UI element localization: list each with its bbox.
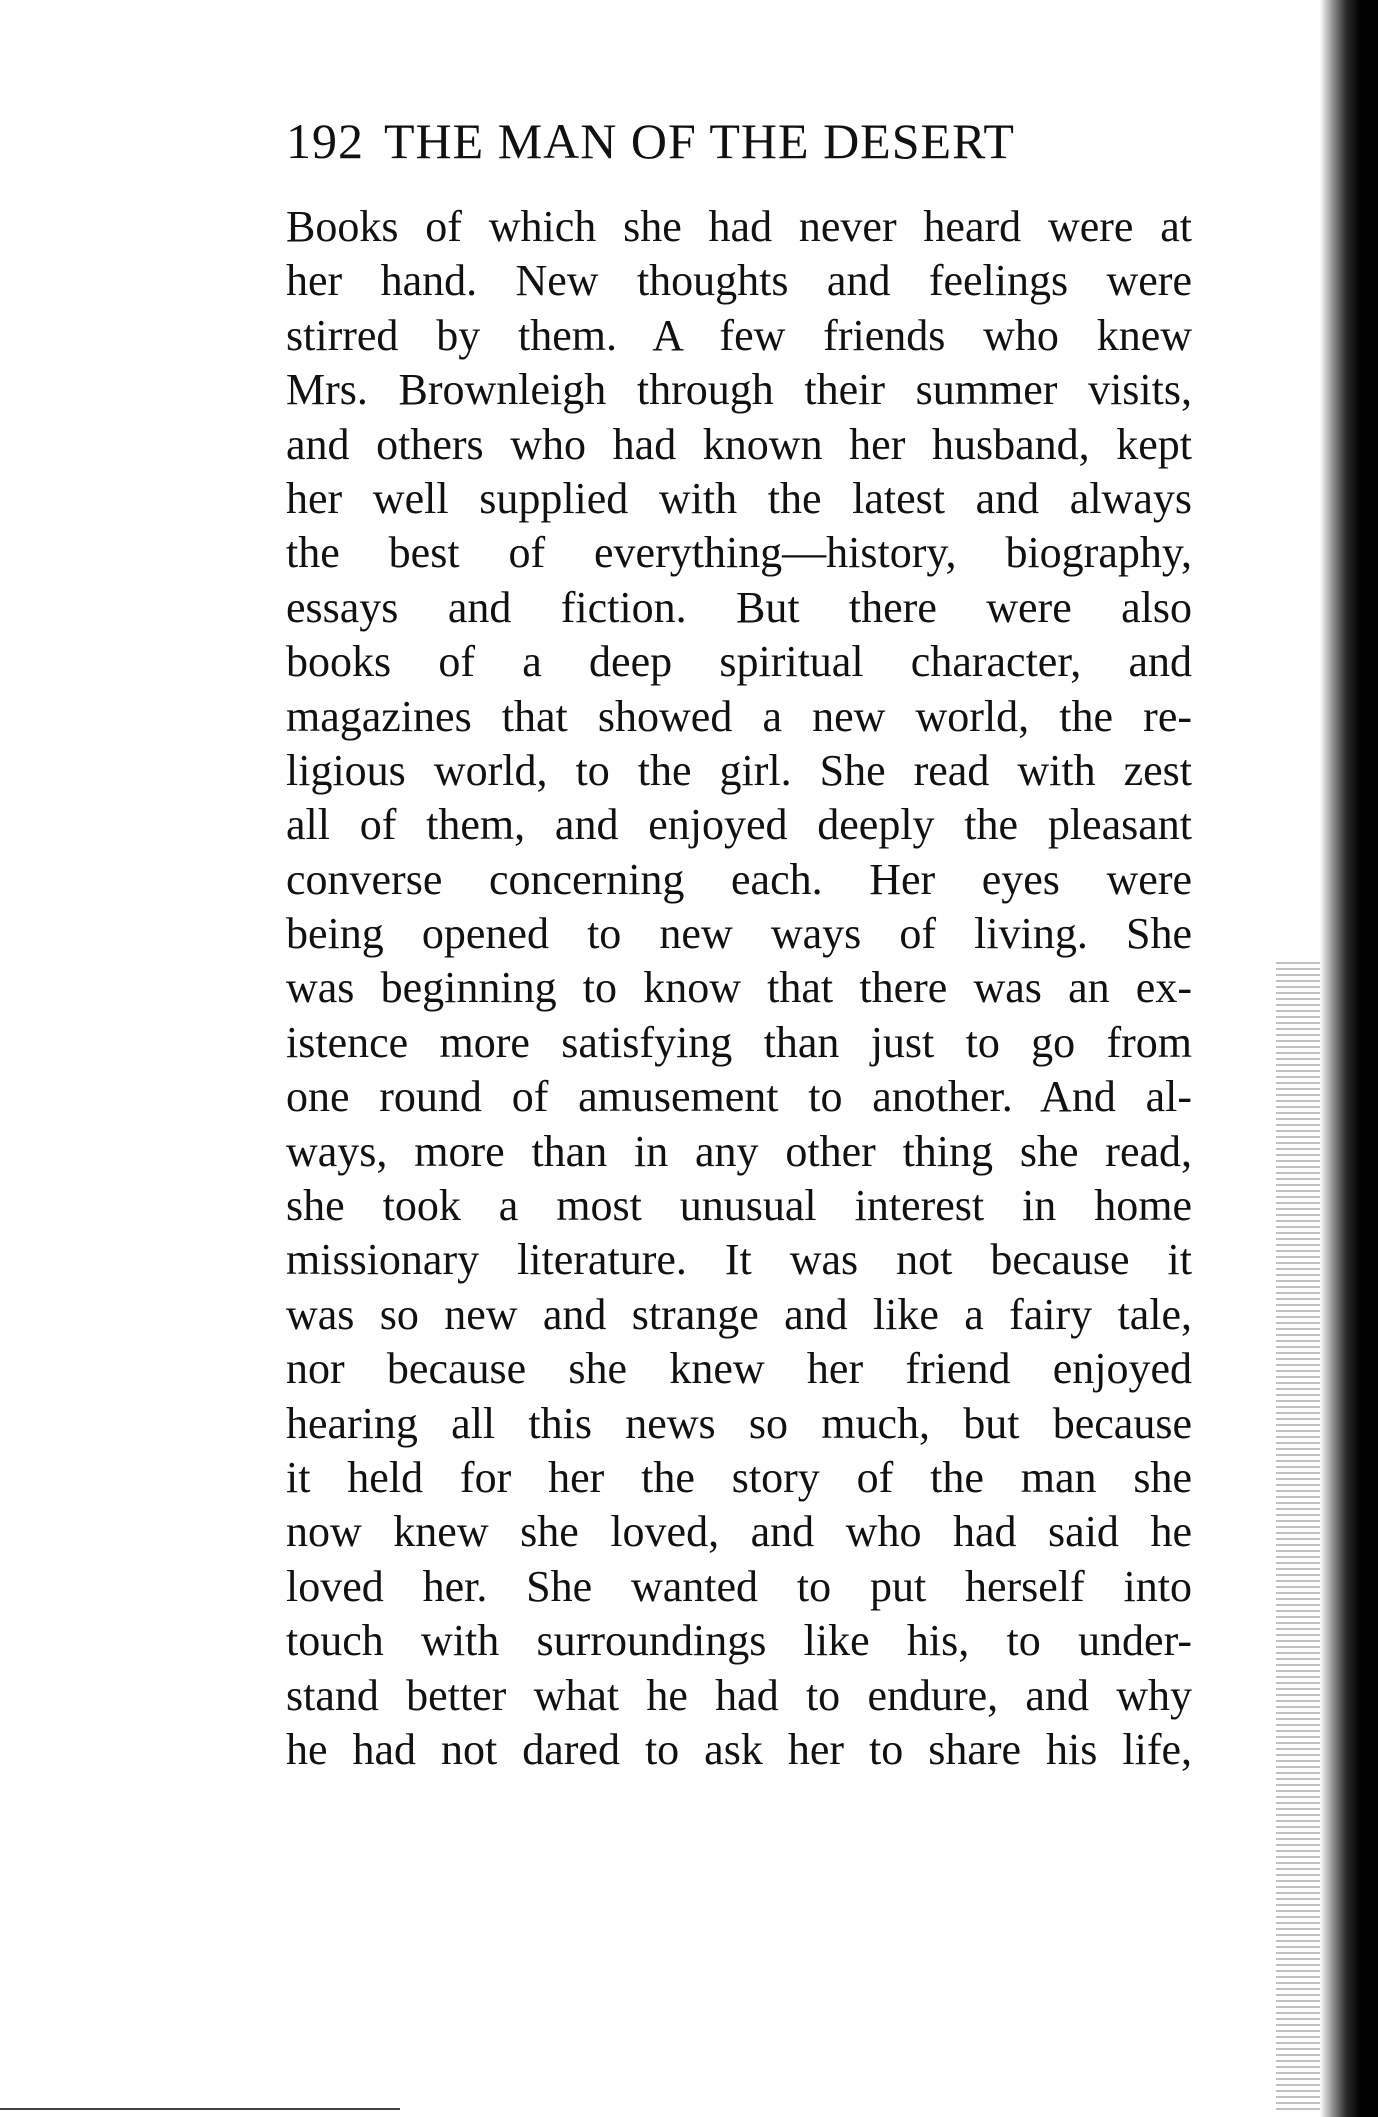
text-line: nor because she knew her friend enjoyed (286, 1344, 1192, 1394)
text-line: her well supplied with the latest and always (286, 473, 1192, 523)
text-line: stand better what he had to endure, and why (286, 1670, 1192, 1720)
text-line: essays and fiction. But there were also (286, 582, 1192, 632)
body-text (286, 200, 1192, 1777)
running-header (286, 112, 1186, 170)
text-line: ligious world, to the girl. She read with zest (286, 745, 1192, 795)
text-line: her hand. New thoughts and feelings were (286, 256, 1192, 306)
text-line: was beginning to know that there was an ex- (286, 963, 1192, 1013)
text-line: istence more satisfying than just to go from (286, 1017, 1192, 1067)
text-line: now knew she loved, and who had said he (286, 1507, 1192, 1557)
text-line: hearing all this news so much, but because (286, 1398, 1192, 1448)
text-line: touch with surroundings like his, to under- (286, 1616, 1192, 1666)
text-line: books of a deep spiritual character, and (286, 637, 1192, 687)
text-line: stirred by them. A few friends who knew (286, 310, 1192, 360)
text-line: missionary literature. It was not because it (286, 1235, 1192, 1285)
text-line: loved her. She wanted to put herself into (286, 1561, 1192, 1611)
text-line: he had not dared to ask her to share his life, (286, 1724, 1192, 1774)
book-spine-shadow (1320, 0, 1378, 2117)
text-line: the best of everything—history, biography, (286, 528, 1192, 578)
text-line: one round of amusement to another. And al- (286, 1072, 1192, 1122)
bottom-rule (0, 2108, 400, 2110)
text-line: being opened to new ways of living. She (286, 909, 1192, 959)
text-line: and others who had known her husband, kept (286, 419, 1192, 469)
text-line: Books of which she had never heard were at (286, 202, 1192, 251)
text-line: ways, more than in any other thing she read, (286, 1126, 1192, 1176)
text-line: converse concerning each. Her eyes were (286, 854, 1192, 904)
text-line: she took a most unusual interest in home (286, 1181, 1192, 1231)
text-line: Mrs. Brownleigh through their summer visits, (286, 365, 1192, 415)
text-line: it held for her the story of the man she (286, 1452, 1192, 1502)
running-title: THE MAN OF THE DESERT (384, 113, 1015, 169)
spine-texture (1276, 960, 1326, 2110)
text-line: all of them, and enjoyed deeply the pleasant (286, 800, 1192, 850)
text-line: was so new and strange and like a fairy tale, (286, 1289, 1192, 1339)
page-number: 192 (286, 113, 364, 169)
text-line: magazines that showed a new world, the re- (286, 691, 1192, 741)
